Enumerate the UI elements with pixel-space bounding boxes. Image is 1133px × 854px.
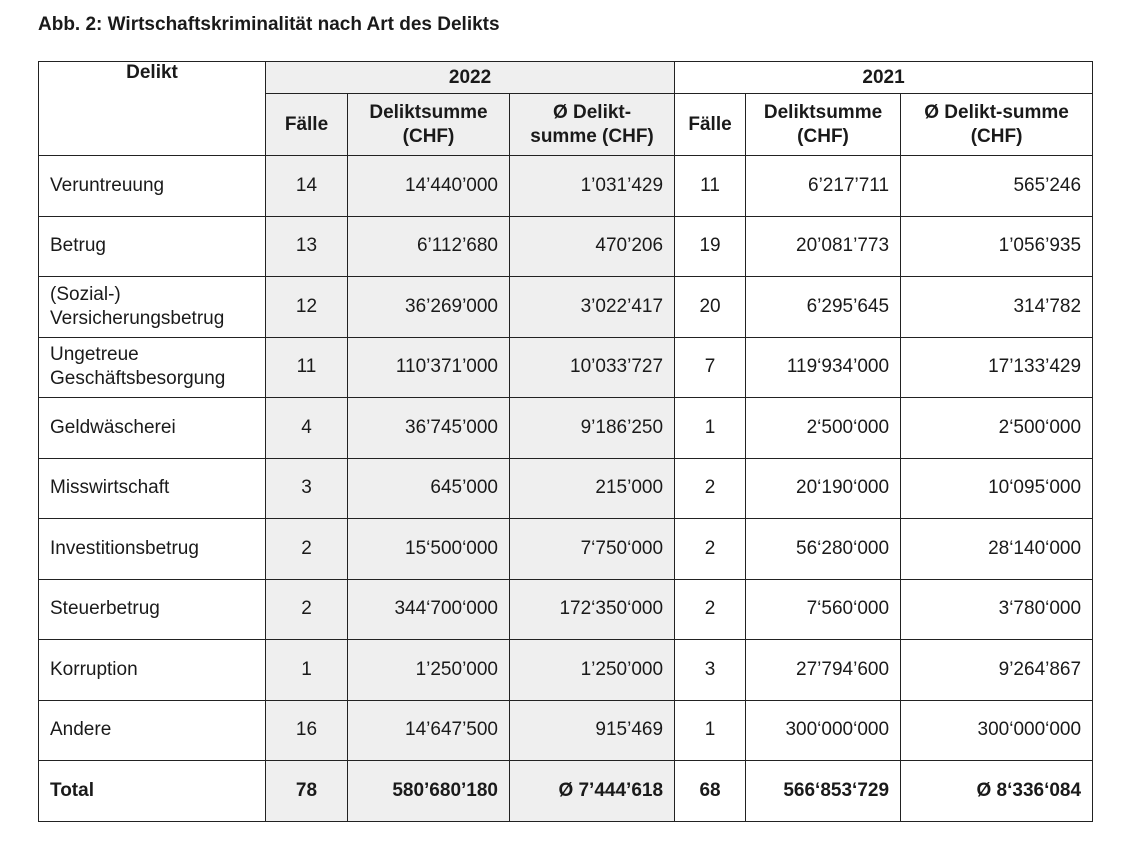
cases-2022-cell: 4 [266, 398, 348, 459]
cases-2021-cell: 2 [675, 579, 746, 640]
sum-2021-cell: 119‘934’000 [746, 337, 901, 398]
table-row [39, 337, 1093, 398]
cases-2021-cell: 1 [675, 700, 746, 761]
delikt-cell: Korruption [39, 640, 266, 701]
avg-2021-cell: 17’133’429 [901, 337, 1093, 398]
cases-2022-cell: 1 [266, 640, 348, 701]
avg-2022-cell: 3’022’417 [510, 277, 675, 338]
table-row [39, 579, 1093, 640]
avg-2022-cell: Ø 7’444’618 [510, 761, 675, 822]
cases-2021-header: Fälle [675, 94, 746, 156]
sum-2021-cell: 27’794’600 [746, 640, 901, 701]
sum-2022-header: Deliktsumme (CHF) [348, 94, 510, 156]
avg-2022-cell: 215’000 [510, 458, 675, 519]
avg-2021-cell: 3‘780‘000 [901, 579, 1093, 640]
avg-2021-cell: 28‘140‘000 [901, 519, 1093, 580]
sum-2021-cell: 20‘190‘000 [746, 458, 901, 519]
cases-2022-cell: 13 [266, 216, 348, 277]
cases-2021-cell: 1 [675, 398, 746, 459]
delikt-cell: Misswirtschaft [39, 458, 266, 519]
avg-2022-header: Ø Delikt-summe (CHF) [510, 94, 675, 156]
sum-2022-cell: 15‘500‘000 [348, 519, 510, 580]
cases-2021-cell: 7 [675, 337, 746, 398]
avg-2021-cell: Ø 8‘336‘084 [901, 761, 1093, 822]
delikt-cell: Investitionsbetrug [39, 519, 266, 580]
sum-2022-cell: 1’250’000 [348, 640, 510, 701]
avg-2022-cell: 470’206 [510, 216, 675, 277]
year-2022-header: 2022 [266, 62, 675, 94]
table-row [39, 277, 1093, 338]
table-row [39, 640, 1093, 701]
sum-2022-cell: 110’371’000 [348, 337, 510, 398]
sum-2022-cell: 645’000 [348, 458, 510, 519]
delikt-cell: Betrug [39, 216, 266, 277]
delikt-cell: Steuerbetrug [39, 579, 266, 640]
sum-2021-cell: 2‘500‘000 [746, 398, 901, 459]
avg-2022-cell: 7‘750‘000 [510, 519, 675, 580]
cases-2022-cell: 2 [266, 519, 348, 580]
avg-2022-cell: 10’033’727 [510, 337, 675, 398]
crime-table [38, 61, 1093, 822]
delikt-cell: Ungetreue Geschäftsbesorgung [39, 337, 266, 398]
delikt-cell: Andere [39, 700, 266, 761]
cases-2021-cell: 20 [675, 277, 746, 338]
cases-2022-cell: 78 [266, 761, 348, 822]
sum-2022-cell: 14’647’500 [348, 700, 510, 761]
delikt-cell: (Sozial-) Versicherungsbetrug [39, 277, 266, 338]
sum-2021-cell: 566‘853‘729 [746, 761, 901, 822]
cases-2021-cell: 19 [675, 216, 746, 277]
year-2021-header: 2021 [675, 62, 1093, 94]
sum-2021-cell: 56‘280‘000 [746, 519, 901, 580]
avg-2021-cell: 9’264’867 [901, 640, 1093, 701]
table-row [39, 700, 1093, 761]
delikt-cell: Veruntreuung [39, 156, 266, 217]
avg-2021-cell: 314’782 [901, 277, 1093, 338]
table-row [39, 458, 1093, 519]
delikt-cell: Geldwäscherei [39, 398, 266, 459]
cases-2021-cell: 11 [675, 156, 746, 217]
sum-2022-cell: 36’269’000 [348, 277, 510, 338]
avg-2021-cell: 565’246 [901, 156, 1093, 217]
delikt-cell: Total [39, 761, 266, 822]
cases-2022-cell: 12 [266, 277, 348, 338]
sum-2021-cell: 300‘000‘000 [746, 700, 901, 761]
table-row [39, 398, 1093, 459]
avg-2021-cell: 1’056’935 [901, 216, 1093, 277]
figure-title: Abb. 2: Wirtschaftskriminalität nach Art des Delikts [38, 14, 500, 35]
avg-2021-cell: 10‘095‘000 [901, 458, 1093, 519]
cases-2021-cell: 3 [675, 640, 746, 701]
cases-2022-cell: 11 [266, 337, 348, 398]
cases-2021-cell: 68 [675, 761, 746, 822]
sum-2021-cell: 7‘560‘000 [746, 579, 901, 640]
table-row [39, 216, 1093, 277]
avg-2021-cell: 2‘500‘000 [901, 398, 1093, 459]
cases-2022-cell: 16 [266, 700, 348, 761]
sum-2022-cell: 580’680’180 [348, 761, 510, 822]
delikt-header: Delikt [39, 62, 266, 156]
table-row [39, 156, 1093, 217]
cases-2021-cell: 2 [675, 458, 746, 519]
avg-2022-cell: 1’031’429 [510, 156, 675, 217]
avg-2022-cell: 172‘350‘000 [510, 579, 675, 640]
avg-2022-cell: 915’469 [510, 700, 675, 761]
table-row [39, 519, 1093, 580]
sum-2021-cell: 20’081’773 [746, 216, 901, 277]
total-row [39, 761, 1093, 822]
cases-2022-header: Fälle [266, 94, 348, 156]
sum-2022-cell: 36’745’000 [348, 398, 510, 459]
avg-2022-cell: 1’250’000 [510, 640, 675, 701]
cases-2022-cell: 2 [266, 579, 348, 640]
sum-2021-cell: 6’295’645 [746, 277, 901, 338]
avg-2022-cell: 9’186’250 [510, 398, 675, 459]
cases-2022-cell: 3 [266, 458, 348, 519]
avg-2021-cell: 300‘000‘000 [901, 700, 1093, 761]
sum-2021-cell: 6’217’711 [746, 156, 901, 217]
sum-2021-header: Deliktsumme (CHF) [746, 94, 901, 156]
sum-2022-cell: 344‘700‘000 [348, 579, 510, 640]
sum-2022-cell: 14’440’000 [348, 156, 510, 217]
sum-2022-cell: 6’112’680 [348, 216, 510, 277]
avg-2021-header: Ø Delikt-summe (CHF) [901, 94, 1093, 156]
cases-2022-cell: 14 [266, 156, 348, 217]
cases-2021-cell: 2 [675, 519, 746, 580]
